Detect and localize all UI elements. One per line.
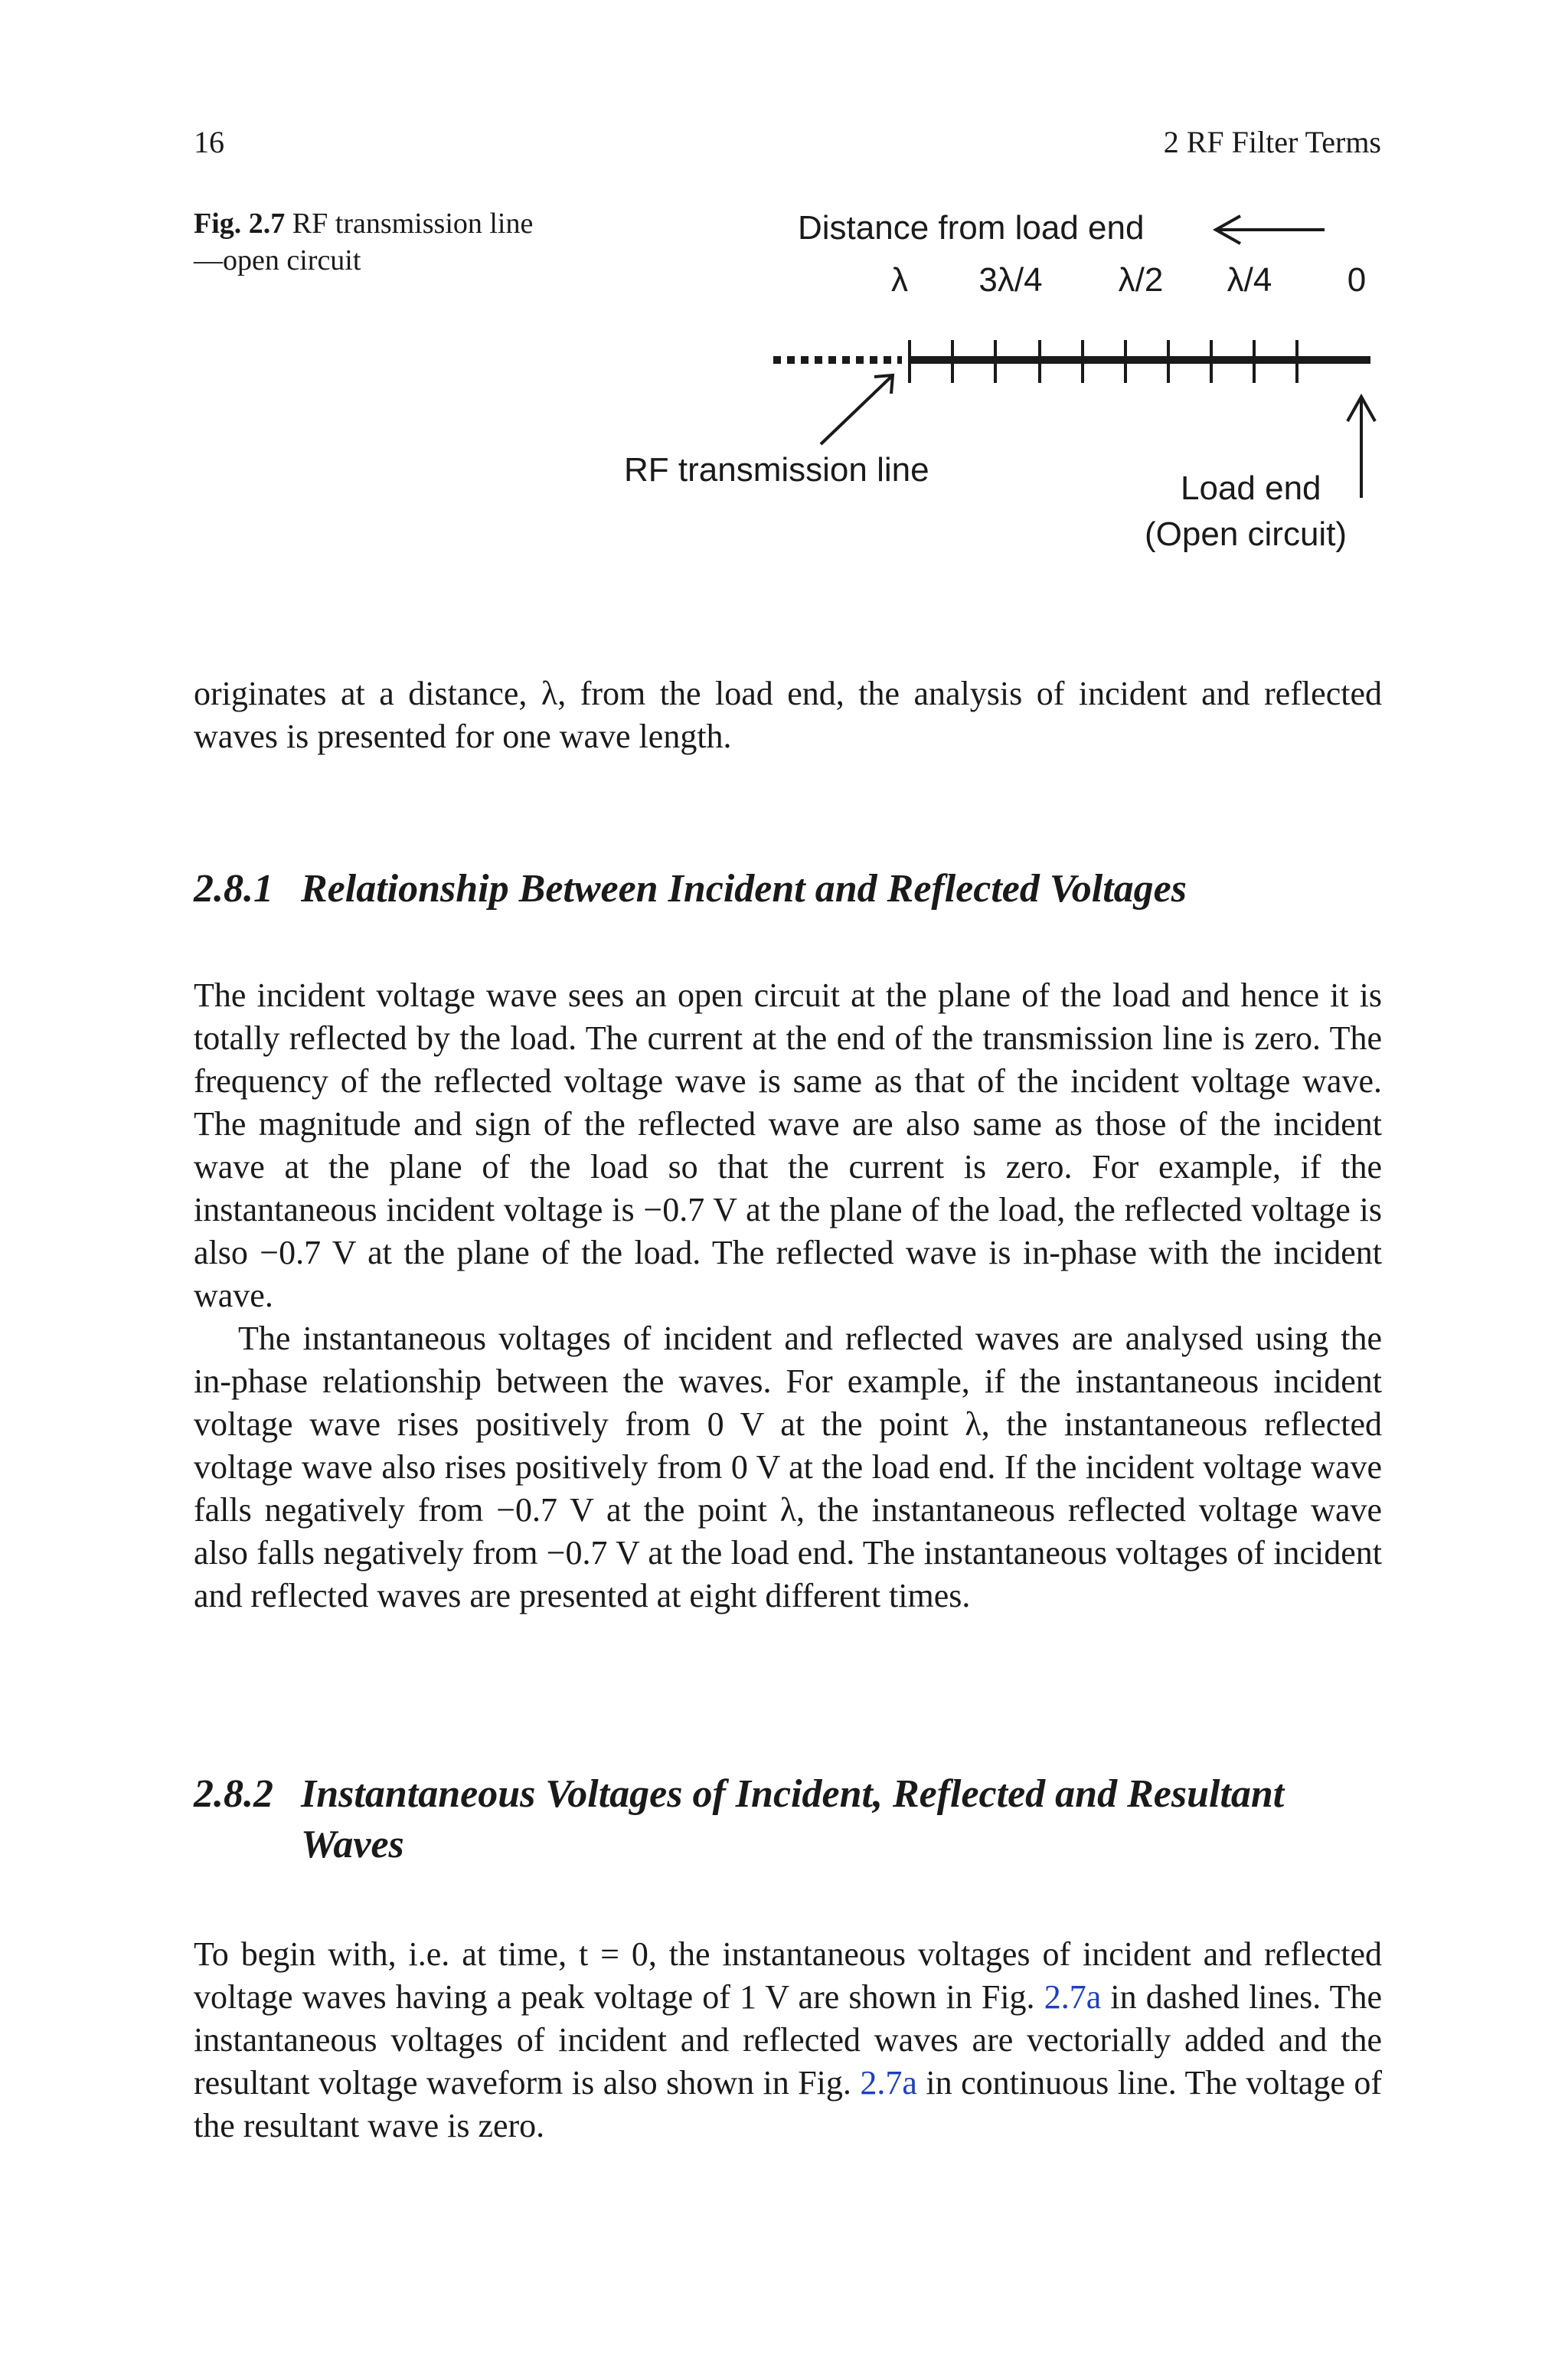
section-heading-2-8-2 — [194, 1769, 1388, 1870]
open-circuit-label: (Open circuit) — [1145, 515, 1348, 553]
section-title-line2: Waves — [301, 1823, 404, 1866]
left-arrow-icon — [1216, 216, 1325, 244]
page-number: 16 — [194, 125, 224, 159]
figure-caption-label: Fig. 2.7 — [194, 208, 286, 240]
section-number: 2.8.2 — [194, 1772, 273, 1816]
transmission-line-diagram — [624, 191, 1393, 567]
figure-link[interactable]: 2.7a — [860, 2064, 917, 2102]
section-heading-2-8-1 — [194, 864, 1388, 914]
paragraph-text: in dashed lines. The instantaneous voltages of incident and reflected waves are vectorially added and the resultant voltage waveform is also shown in Fig. — [194, 1978, 1382, 2102]
transmission-line-figure — [624, 191, 1393, 567]
distance-label: Distance from load end — [798, 209, 1145, 247]
section-title: Relationship Between Incident and Reflected Voltages — [301, 867, 1187, 911]
figure-caption-text: RF transmission line—open circuit — [194, 208, 534, 276]
section-title-line1: Instantaneous Voltages of Incident, Reflected and Resultant — [301, 1772, 1285, 1816]
tick-label-lambda-4: λ/4 — [1227, 261, 1272, 299]
paragraph-text: To begin with, i.e. at time, t = 0, the instantaneous voltages of incident and reflected voltage waves having a peak voltage of 1 V are shown in Fig. — [194, 1935, 1382, 2016]
running-head: 2 RF Filter Terms — [1163, 125, 1381, 159]
figure-link[interactable]: 2.7a — [1044, 1978, 1102, 2016]
figure-caption — [194, 205, 546, 279]
paragraph-text: in continuous line. The voltage of the resultant wave is zero. — [194, 2064, 1383, 2144]
tick-label-3lambda-4: 3λ/4 — [978, 261, 1043, 299]
rf-line-label: RF transmission line — [624, 451, 929, 489]
tick-label-zero: 0 — [1347, 261, 1367, 299]
paragraph-open-circuit: The incident voltage wave sees an open circuit at the plane of the load and hence it is totally reflected by the load. The current at the end of the transmission line is zero. The frequency of the reflected voltage wave is same as that of the incident voltage wave. The magnitude and sign of the reflected wave are also same as those of the incident wave at the plane of the load so that the current is zero. For example, if the instantaneous incident voltage is −0.7 V at the plane of the load, the reflected voltage is also −0.7 V at the plane of the load. The reflected wave is in-phase with the incident wave. — [194, 976, 1382, 1314]
load-end-label: Load end — [1181, 469, 1321, 507]
up-arrow-icon — [1348, 397, 1375, 498]
tick-label-lambda: λ — [891, 261, 908, 299]
paragraph-in-phase: The instantaneous voltages of incident and reflected waves are analysed using the in-phase relationship between the waves. For example, if the instantaneous incident voltage wave rises positively from 0 V at the point λ, the instantaneous reflected voltage wave also rises positively from 0 V at the load end. If the incident voltage wave falls negatively from −0.7 V at the point λ, the instantaneous reflected voltage wave also falls negatively from −0.7 V at the load end. The instantaneous voltages of incident and reflected waves are presented at eight different times. — [194, 1320, 1382, 1614]
paragraph-time-zero — [194, 1933, 1382, 2147]
section-number: 2.8.1 — [194, 867, 273, 911]
diagonal-pointer-arrow-icon — [821, 375, 893, 444]
paragraph-intro: originates at a distance, λ, from the load end, the analysis of incident and reflected waves is presented for one wave length. — [194, 675, 1382, 755]
tick-label-lambda-2: λ/2 — [1118, 261, 1164, 299]
